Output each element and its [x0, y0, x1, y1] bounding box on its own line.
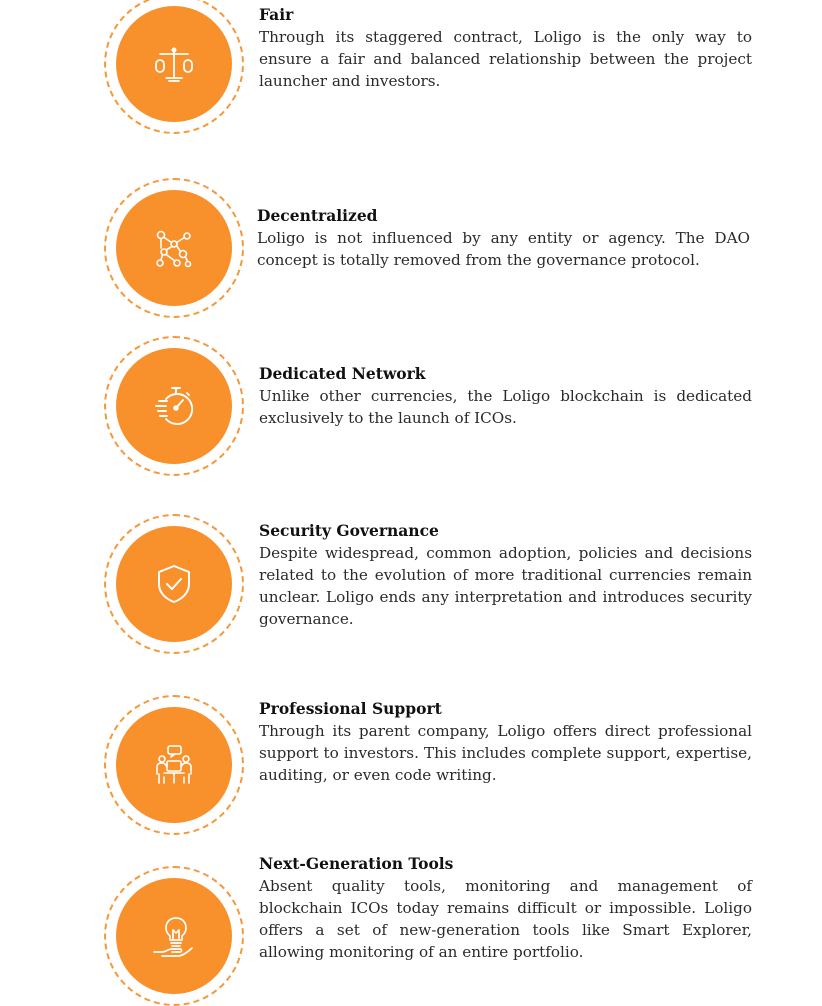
feature-badge: [104, 514, 244, 654]
feature-title: Security Governance: [259, 521, 439, 540]
feature-badge: [104, 178, 244, 318]
feature-text: [259, 853, 752, 963]
feature-title: Professional Support: [259, 699, 442, 718]
feature-text: [257, 205, 750, 271]
feature-badge: [104, 695, 244, 835]
feature-title: Dedicated Network: [259, 364, 426, 383]
feature-title: Fair: [259, 5, 294, 24]
network-nodes-icon: [150, 224, 198, 272]
feature-title: Decentralized: [257, 206, 378, 225]
feature-body: Loligo is not influenced by any entity or agency. The DAO concept is totally removed from the governance protocol.: [257, 229, 750, 269]
scale-icon: [150, 40, 198, 88]
feature-body: Through its staggered contract, Loligo is the only way to ensure a fair and balanced relationship between the project launcher and investors.: [259, 28, 752, 90]
feature-body: Through its parent company, Loligo offers direct professional support to investors. This includes complete support, expertise, auditing, or even code writing.: [259, 722, 752, 784]
stopwatch-icon: [150, 382, 198, 430]
shield-check-icon: [150, 560, 198, 608]
feature-badge: [104, 866, 244, 1006]
feature-badge: [104, 0, 244, 134]
feature-body: Unlike other currencies, the Loligo blockchain is dedicated exclusively to the launch of ICOs.: [259, 387, 752, 427]
lightbulb-hand-icon: [150, 912, 198, 960]
feature-text: [259, 363, 752, 429]
feature-body: Despite widespread, common adoption, policies and decisions related to the evolution of more traditional currencies remain unclear. Loligo ends any interpretation and introduces security governance.: [259, 544, 752, 628]
feature-title: Next-Generation Tools: [259, 854, 454, 873]
feature-text: [259, 4, 752, 92]
feature-badge: [104, 336, 244, 476]
feature-text: [259, 520, 752, 630]
feature-body: Absent quality tools, monitoring and management of blockchain ICOs today remains difficult or impossible. Loligo offers a set of new-generation tools like Smart Explorer, allowing monitoring of an entire portfolio.: [259, 877, 752, 961]
meeting-support-icon: [150, 741, 198, 789]
feature-text: [259, 698, 752, 786]
